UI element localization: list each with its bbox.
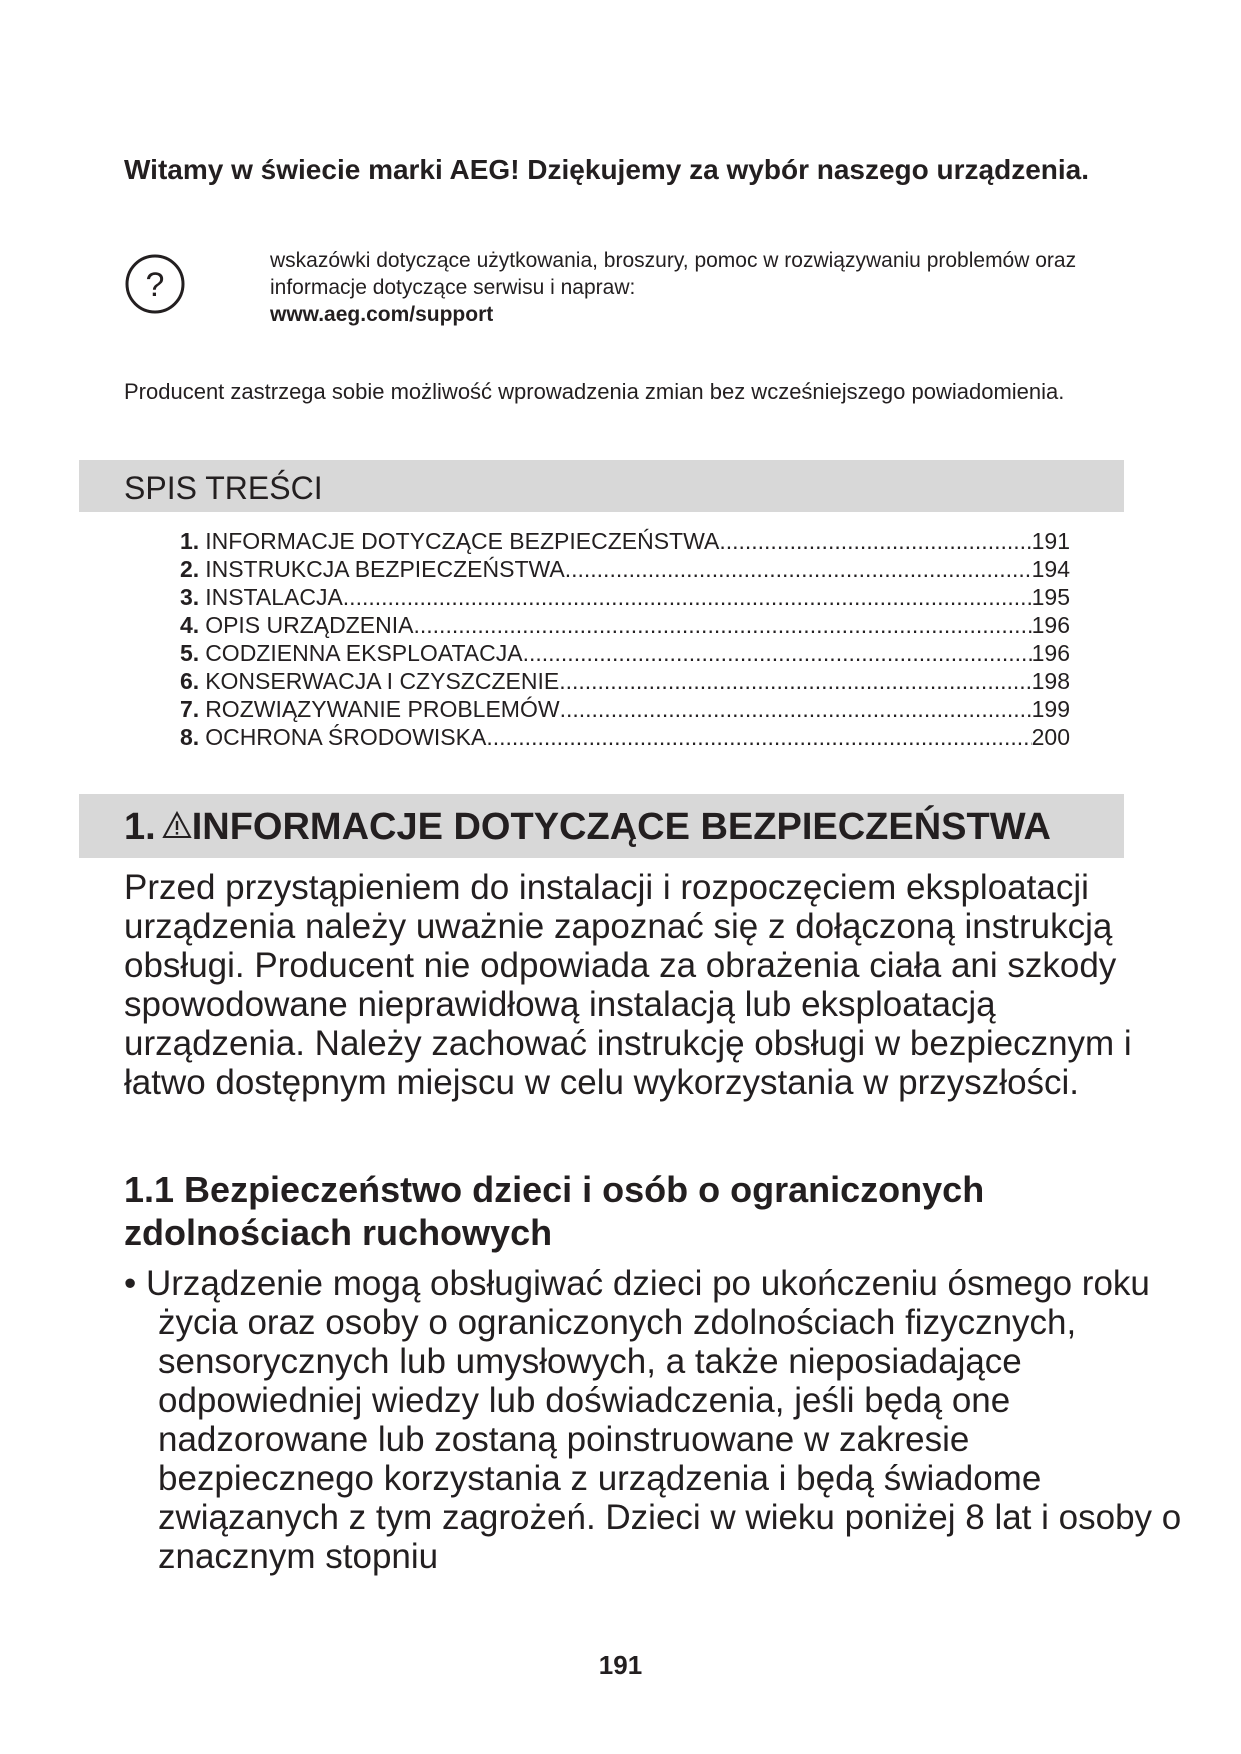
toc-item[interactable]: 3. INSTALACJA ..... 195 [180,583,1070,611]
toc-item[interactable]: 2. INSTRUKCJA BEZPIECZEŃSTWA ..... 194 [180,555,1070,583]
svg-text:?: ? [145,266,165,304]
subsection-title: 1.1 Bezpieczeństwo dzieci i osób o ograniczonych zdolnościach ruchowych [124,1169,985,1253]
toc-item[interactable]: 6. KONSERWACJA I CZYSZCZENIE ..... 198 [180,667,1070,695]
change-notice: Producent zastrzega sobie możliwość wprowadzenia zmian bez wcześniejszego powiadomienia. [124,379,1065,404]
safety-intro-paragraph: Przed przystąpieniem do instalacji i rozpoczęciem eksploatacji urządzenia należy uważnie zapoznać się z dołączoną instrukcją obsługi. Producent nie odpowiada za obrażenia ciała ani szkody spowodowane nieprawidłową instalacją lub eksploatacją urządzenia. Należy zachować instrukcję obsługi w bezpiecznym i łatwo dostępnym miejscu w celu wykorzystania w przyszłości. [124,868,1132,1102]
toc-item[interactable]: 1. INFORMACJE DOTYCZĄCE BEZPIECZEŃSTWA ..... 191 [180,527,1070,555]
toc-item[interactable]: 5. CODZIENNA EKSPLOATACJA ..... 196 [180,639,1070,667]
warning-triangle-icon [162,806,192,836]
section-title-text: INFORMACJE DOTYCZĄCE BEZPIECZEŃSTWA [191,806,1051,848]
question-circle-icon [124,253,186,315]
support-url[interactable]: www.aeg.com/support [270,303,494,326]
support-info [270,247,1150,328]
section-number: 1. [124,806,156,848]
section-title [124,805,1051,849]
toc-item[interactable]: 4. OPIS URZĄDZENIA ..... 196 [180,611,1070,639]
toc-item[interactable]: 7. ROZWIĄZYWANIE PROBLEMÓW ..... 199 [180,695,1070,723]
table-of-contents [180,527,1070,751]
support-text: wskazówki dotyczące użytkowania, broszury, pomoc w rozwiązywaniu problemów oraz informacje dotyczące serwisu i napraw: [270,249,1077,299]
welcome-heading: Witamy w świecie marki AEG! Dziękujemy za wybór naszego urządzenia. [124,154,1090,185]
page-number: 191 [598,1650,643,1680]
bullet-item: • Urządzenie mogą obsługiwać dzieci po ukończeniu ósmego roku życia oraz osoby o ograniczonych zdolnościach fizycznych, sensorycznych lub umysłowych, a także nieposiadające odpowiedniej wiedzy lub doświadczenia, jeśli będą one nadzorowane lub zostaną poinstruowane w zakresie bezpiecznego korzystania z urządzenia i będą świadome związanych z tym zagrożeń. Dzieci w wieku poniżej 8 lat i osoby o znacznym stopniu [124,1264,1182,1576]
toc-item[interactable]: 8. OCHRONA ŚRODOWISKA ..... 200 [180,723,1070,751]
toc-title: SPIS TREŚCI [124,470,323,506]
